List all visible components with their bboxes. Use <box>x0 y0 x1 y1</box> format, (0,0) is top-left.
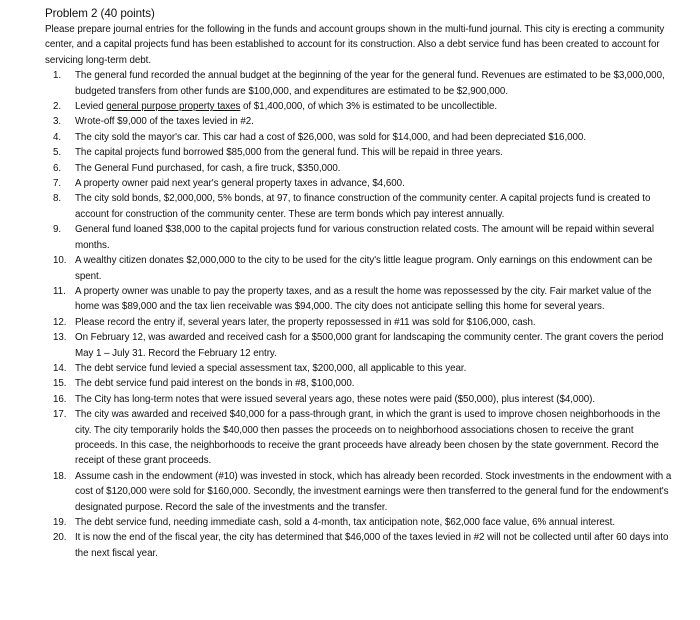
list-item <box>45 222 676 253</box>
item-number: 14. <box>53 362 67 374</box>
item-number: 19. <box>53 517 67 528</box>
list-item <box>45 253 676 284</box>
list-item <box>45 99 676 114</box>
item-number: 6. <box>53 162 62 174</box>
list-item <box>45 392 676 407</box>
item-number: 8. <box>53 193 62 205</box>
item-number: 4. <box>53 131 62 143</box>
item-text-suffix: of $1,400,000, of which 3% is estimated to be uncollectible. <box>240 101 498 113</box>
item-text: It is now the end of the fiscal year, the city has determined that $46,000 of the taxes levied in #2 will not be collected until after 60 days into the next fiscal year. <box>75 532 669 559</box>
list-item <box>45 145 676 160</box>
problem-intro: Please prepare journal entries for the following in the funds and account groups shown in the multi-fund journal. This city is erecting a community center, and a capital projects fund has been established to account for its construction. Also a debt service fund has been created to account for servicing long-term debt. <box>45 24 665 66</box>
list-item <box>45 530 676 561</box>
item-number: 3. <box>53 116 62 128</box>
item-text: General fund loaned $38,000 to the capital projects fund for various construction related costs. The amount will be repaid within several months. <box>75 224 654 251</box>
list-item <box>45 161 676 176</box>
item-text: The city sold bonds, $2,000,000, 5% bonds, at 97, to finance construction of the community center. A capital projects fund is created to account for construction of the community center. These are term bonds which pay interest annually. <box>75 193 651 220</box>
item-text: Assume cash in the endowment (#10) was invested in stock, which has already been recorded. Stock investments in the endowment with a cost of $120,000 were sold for $160,000. Secondly, the investment earnings were then transferred to the general fund for the endowment's designated purpose. Record the sale of the investments and the transfer. <box>75 470 672 513</box>
item-number: 10. <box>53 255 67 267</box>
item-text: The debt service fund levied a special assessment tax, $200,000, all applicable to this year. <box>75 362 467 374</box>
item-number: 2. <box>53 101 62 113</box>
item-text: The debt service fund paid interest on the bonds in #8, $100,000. <box>75 378 355 390</box>
item-text: A property owner paid next year's general property taxes in advance, $4,600. <box>75 178 405 190</box>
item-text: The city sold the mayor's car. This car had a cost of $26,000, was sold for $14,000, and had been depreciated $16,000. <box>75 131 586 143</box>
item-number: 1. <box>53 70 62 82</box>
item-text: The capital projects fund borrowed $85,000 from the general fund. This will be repaid in three years. <box>75 147 503 159</box>
list-item <box>45 515 676 530</box>
list-item <box>45 68 676 99</box>
item-number: 15. <box>53 378 67 390</box>
item-text: The debt service fund, needing immediate cash, sold a 4-month, tax anticipation note, $62,000 face value, 6% annual interest. <box>75 517 615 528</box>
item-number: 20. <box>53 532 67 544</box>
item-text: A property owner was unable to pay the property taxes, and as a result the home was repossessed by the city. Fair market value of the home was $89,000 and the tax lien receivable was $94,000. The city does not anticipate selling this home for several years. <box>75 285 652 313</box>
item-text: The General Fund purchased, for cash, a fire truck, $350,000. <box>75 162 341 174</box>
list-item <box>45 407 676 469</box>
item-number: 12. <box>53 316 67 328</box>
item-number: 18. <box>53 470 67 482</box>
list-item <box>45 284 676 315</box>
list-item <box>45 469 676 515</box>
list-item <box>45 191 676 222</box>
item-number: 9. <box>53 224 62 236</box>
list-item <box>45 330 676 361</box>
item-number: 13. <box>53 332 67 344</box>
item-number: 17. <box>53 409 67 421</box>
problem-list <box>45 68 690 561</box>
item-number: 7. <box>53 178 62 190</box>
item-text: The City has long-term notes that were issued several years ago, these notes were paid ($50,000), plus interest ($4,000). <box>75 393 595 405</box>
item-text: The city was awarded and received $40,000 for a pass-through grant, in which the grant is used to improve chosen neighborhoods in the city. The city temporarily holds the $40,000 then passes the proceeds on to neighborhood associations chosen to receive the grant proceeds. In this case, the neighborhoods to receive the grant proceeds have already been chosen by the state government. Record the receipt of these grant proceeds. <box>75 409 661 467</box>
list-item <box>45 176 676 191</box>
item-text: Please record the entry if, several years later, the property repossessed in #11 was sold for $106,000, cash. <box>75 316 536 328</box>
item-text-prefix: Levied <box>75 101 107 113</box>
item-text: The general fund recorded the annual budget at the beginning of the year for the general fund. Revenues are estimated to be $3,000,000, budgeted transfers from other funds are $100,000, and expenditures are estimated to be $2,900,000. <box>75 70 665 97</box>
item-text-underlined: general purpose property taxes <box>106 101 241 113</box>
item-number: 16. <box>53 393 67 405</box>
item-text: Wrote-off $9,000 of the taxes levied in #2. <box>75 116 254 128</box>
list-item <box>45 376 676 391</box>
problem-heading: Problem 2 (40 points) <box>45 7 155 20</box>
item-number: 5. <box>53 147 62 159</box>
list-item <box>45 315 676 330</box>
item-text: A wealthy citizen donates $2,000,000 to the city to be used for the city's little league program. Only earnings on this endowment can be spent. <box>75 255 653 282</box>
item-number: 11. <box>53 285 66 297</box>
list-item <box>45 114 676 129</box>
list-item <box>45 130 676 145</box>
list-item <box>45 361 676 376</box>
item-text: On February 12, was awarded and received cash for a $500,000 grant for landscaping the community center. The grant covers the period May 1 – July 31. Record the February 12 entry. <box>75 332 664 359</box>
